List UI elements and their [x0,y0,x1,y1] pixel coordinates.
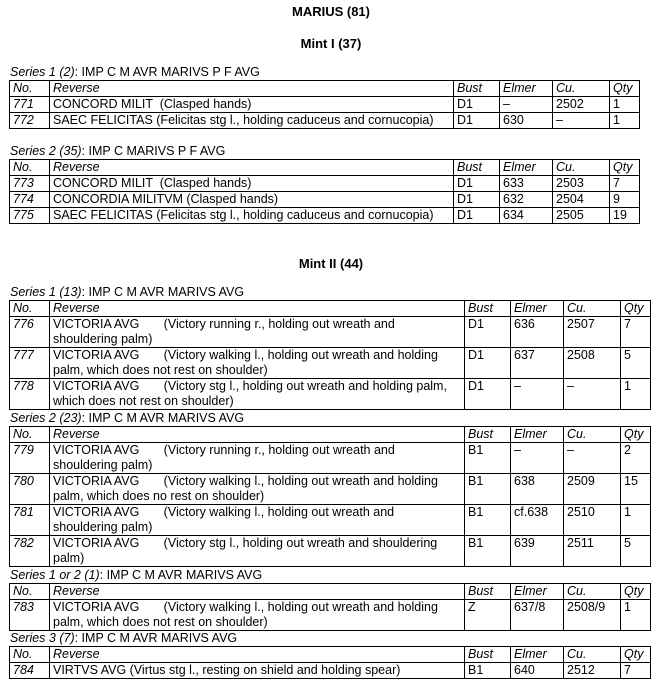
table-row [10,505,651,536]
cu-cell: 2508/9 [564,600,621,631]
cu-cell: – [564,443,621,474]
coin-number: 778 [10,379,50,410]
header-reverse: Reverse [50,647,465,663]
table-row [10,97,640,113]
header-no: No. [10,160,50,176]
header-bust: Bust [465,584,511,600]
bust-cell: B1 [465,474,511,505]
reverse-cell: CONCORD MILIT (Clasped hands) [50,97,454,113]
cu-cell: 2505 [553,208,610,224]
header-reverse: Reverse [50,81,454,97]
table-row [10,317,651,348]
table-header-row [10,647,651,663]
bust-cell: D1 [465,317,511,348]
qty-cell: 1 [621,600,651,631]
cu-cell: – [564,379,621,410]
coin-table [9,80,640,129]
qty-cell: 5 [621,536,651,567]
bust-cell: D1 [454,192,500,208]
bust-cell: B1 [465,443,511,474]
bust-cell: B1 [465,536,511,567]
header-bust: Bust [454,160,500,176]
coin-number: 783 [10,600,50,631]
series-legend: : IMP C M AVR MARIVS AVG [81,285,245,299]
coin-number: 780 [10,474,50,505]
qty-cell: 19 [610,208,640,224]
header-bust: Bust [454,81,500,97]
table-row [10,443,651,474]
bust-cell: D1 [454,113,500,129]
header-elmer: Elmer [511,427,564,443]
elmer-cell: 633 [500,176,553,192]
mint-heading: Mint II (44) [298,256,364,271]
qty-cell: 7 [610,176,640,192]
cu-cell: 2511 [564,536,621,567]
reverse-cell: VICTORIA AVG (Victory walking l., holding out wreath and holding palm, which does not rest on shoulder) [50,600,465,631]
reverse-cell: VICTORIA AVG (Victory stg l., holding out wreath and holding palm, which does not rest on shoulder) [50,379,465,410]
table-row [10,536,651,567]
qty-cell: 5 [621,348,651,379]
elmer-cell: – [511,443,564,474]
qty-cell: 1 [610,97,640,113]
coin-number: 776 [10,317,50,348]
header-bust: Bust [465,301,511,317]
elmer-cell: 636 [511,317,564,348]
coin-number: 773 [10,176,50,192]
coin-number: 775 [10,208,50,224]
coin-table [9,583,651,631]
header-qty: Qty [610,81,640,97]
elmer-cell: 639 [511,536,564,567]
series-legend: : IMP C M AVR MARIVS AVG [99,568,263,582]
qty-cell: 2 [621,443,651,474]
cu-cell: 2503 [553,176,610,192]
series-name: Series 1 (13) [10,285,82,299]
series-label [10,568,262,582]
table-header-row [10,584,651,600]
header-elmer: Elmer [511,647,564,663]
header-cu: Cu. [564,427,621,443]
qty-cell: 15 [621,474,651,505]
coin-number: 772 [10,113,50,129]
header-reverse: Reverse [50,160,454,176]
series-name: Series 3 (7) [10,631,75,645]
header-elmer: Elmer [511,584,564,600]
header-cu: Cu. [564,584,621,600]
reverse-cell: VIRTVS AVG (Virtus stg l., resting on shield and holding spear) [50,663,465,679]
coin-number: 782 [10,536,50,567]
elmer-cell: cf.638 [511,505,564,536]
reverse-cell: VICTORIA AVG (Victory running r., holding out wreath and shouldering palm) [50,317,465,348]
reverse-cell: VICTORIA AVG (Victory walking l., holding out wreath and holding palm, which does no rest on shoulder) [50,474,465,505]
table-row [10,113,640,129]
bust-cell: B1 [465,663,511,679]
reverse-cell: VICTORIA AVG (Victory stg l., holding out wreath and shouldering palm) [50,536,465,567]
header-qty: Qty [610,160,640,176]
qty-cell: 9 [610,192,640,208]
reverse-cell: SAEC FELICITAS (Felicitas stg l., holding caduceus and cornucopia) [50,113,454,129]
header-no: No. [10,81,50,97]
coin-table [9,646,651,679]
series-name: Series 2 (23) [10,411,82,425]
elmer-cell: 632 [500,192,553,208]
header-cu: Cu. [553,160,610,176]
table-header-row [10,81,640,97]
bust-cell: Z [465,600,511,631]
reverse-cell: VICTORIA AVG (Victory running r., holding out wreath and shouldering palm) [50,443,465,474]
elmer-cell: 640 [511,663,564,679]
cu-cell: 2510 [564,505,621,536]
bust-cell: B1 [465,505,511,536]
header-qty: Qty [621,427,651,443]
series-name: Series 1 (2) [10,65,75,79]
bust-cell: D1 [454,97,500,113]
header-no: No. [10,301,50,317]
table-row [10,600,651,631]
series-legend: : IMP C MARIVS P F AVG [81,144,226,158]
table-row [10,348,651,379]
header-qty: Qty [621,301,651,317]
reverse-cell: CONCORD MILIT (Clasped hands) [50,176,454,192]
coin-number: 784 [10,663,50,679]
header-qty: Qty [621,584,651,600]
reverse-cell: VICTORIA AVG (Victory walking l., holding out wreath and holding palm, which does not rest on shoulder) [50,348,465,379]
qty-cell: 7 [621,317,651,348]
cu-cell: 2502 [553,97,610,113]
header-elmer: Elmer [500,160,553,176]
reverse-cell: SAEC FELICITAS (Felicitas stg l., holding caduceus and cornucopia) [50,208,454,224]
header-no: No. [10,584,50,600]
series-name: Series 1 or 2 (1) [10,568,100,582]
elmer-cell: 630 [500,113,553,129]
reverse-cell: CONCORDIA MILITVM (Clasped hands) [50,192,454,208]
table-row [10,663,651,679]
header-elmer: Elmer [500,81,553,97]
header-bust: Bust [465,647,511,663]
cu-cell: 2512 [564,663,621,679]
bust-cell: D1 [454,176,500,192]
mint-heading: Mint I (37) [300,36,362,51]
header-reverse: Reverse [50,301,465,317]
table-row [10,379,651,410]
header-qty: Qty [621,647,651,663]
series-legend: : IMP C M AVR MARIVS AVG [81,411,245,425]
coin-table [9,159,640,224]
cu-cell: 2504 [553,192,610,208]
coin-number: 779 [10,443,50,474]
elmer-cell: 634 [500,208,553,224]
elmer-cell: 637/8 [511,600,564,631]
table-header-row [10,427,651,443]
qty-cell: 7 [621,663,651,679]
header-cu: Cu. [564,647,621,663]
coin-number: 777 [10,348,50,379]
qty-cell: 1 [621,379,651,410]
header-cu: Cu. [553,81,610,97]
cu-cell: – [553,113,610,129]
table-row [10,176,640,192]
series-legend: : IMP C M AVR MARIVS AVG [74,631,238,645]
coin-table [9,426,651,567]
series-label [10,65,260,79]
header-reverse: Reverse [50,584,465,600]
coin-number: 781 [10,505,50,536]
elmer-cell: – [500,97,553,113]
series-label [10,631,237,645]
header-elmer: Elmer [511,301,564,317]
cu-cell: 2509 [564,474,621,505]
cu-cell: 2508 [564,348,621,379]
table-header-row [10,301,651,317]
header-reverse: Reverse [50,427,465,443]
series-name: Series 2 (35) [10,144,82,158]
bust-cell: D1 [465,348,511,379]
qty-cell: 1 [621,505,651,536]
series-label [10,411,244,425]
table-row [10,208,640,224]
coin-table [9,300,651,410]
reverse-cell: VICTORIA AVG (Victory walking l., holding out wreath and shouldering palm) [50,505,465,536]
bust-cell: D1 [454,208,500,224]
table-row [10,192,640,208]
coin-number: 771 [10,97,50,113]
header-no: No. [10,647,50,663]
page-title: MARIUS (81) [291,4,370,19]
elmer-cell: 638 [511,474,564,505]
coin-number: 774 [10,192,50,208]
qty-cell: 1 [610,113,640,129]
elmer-cell: – [511,379,564,410]
header-no: No. [10,427,50,443]
series-label [10,285,244,299]
header-cu: Cu. [564,301,621,317]
cu-cell: 2507 [564,317,621,348]
table-row [10,474,651,505]
table-header-row [10,160,640,176]
header-bust: Bust [465,427,511,443]
series-legend: : IMP C M AVR MARIVS P F AVG [74,65,260,79]
elmer-cell: 637 [511,348,564,379]
series-label [10,144,225,158]
bust-cell: D1 [465,379,511,410]
